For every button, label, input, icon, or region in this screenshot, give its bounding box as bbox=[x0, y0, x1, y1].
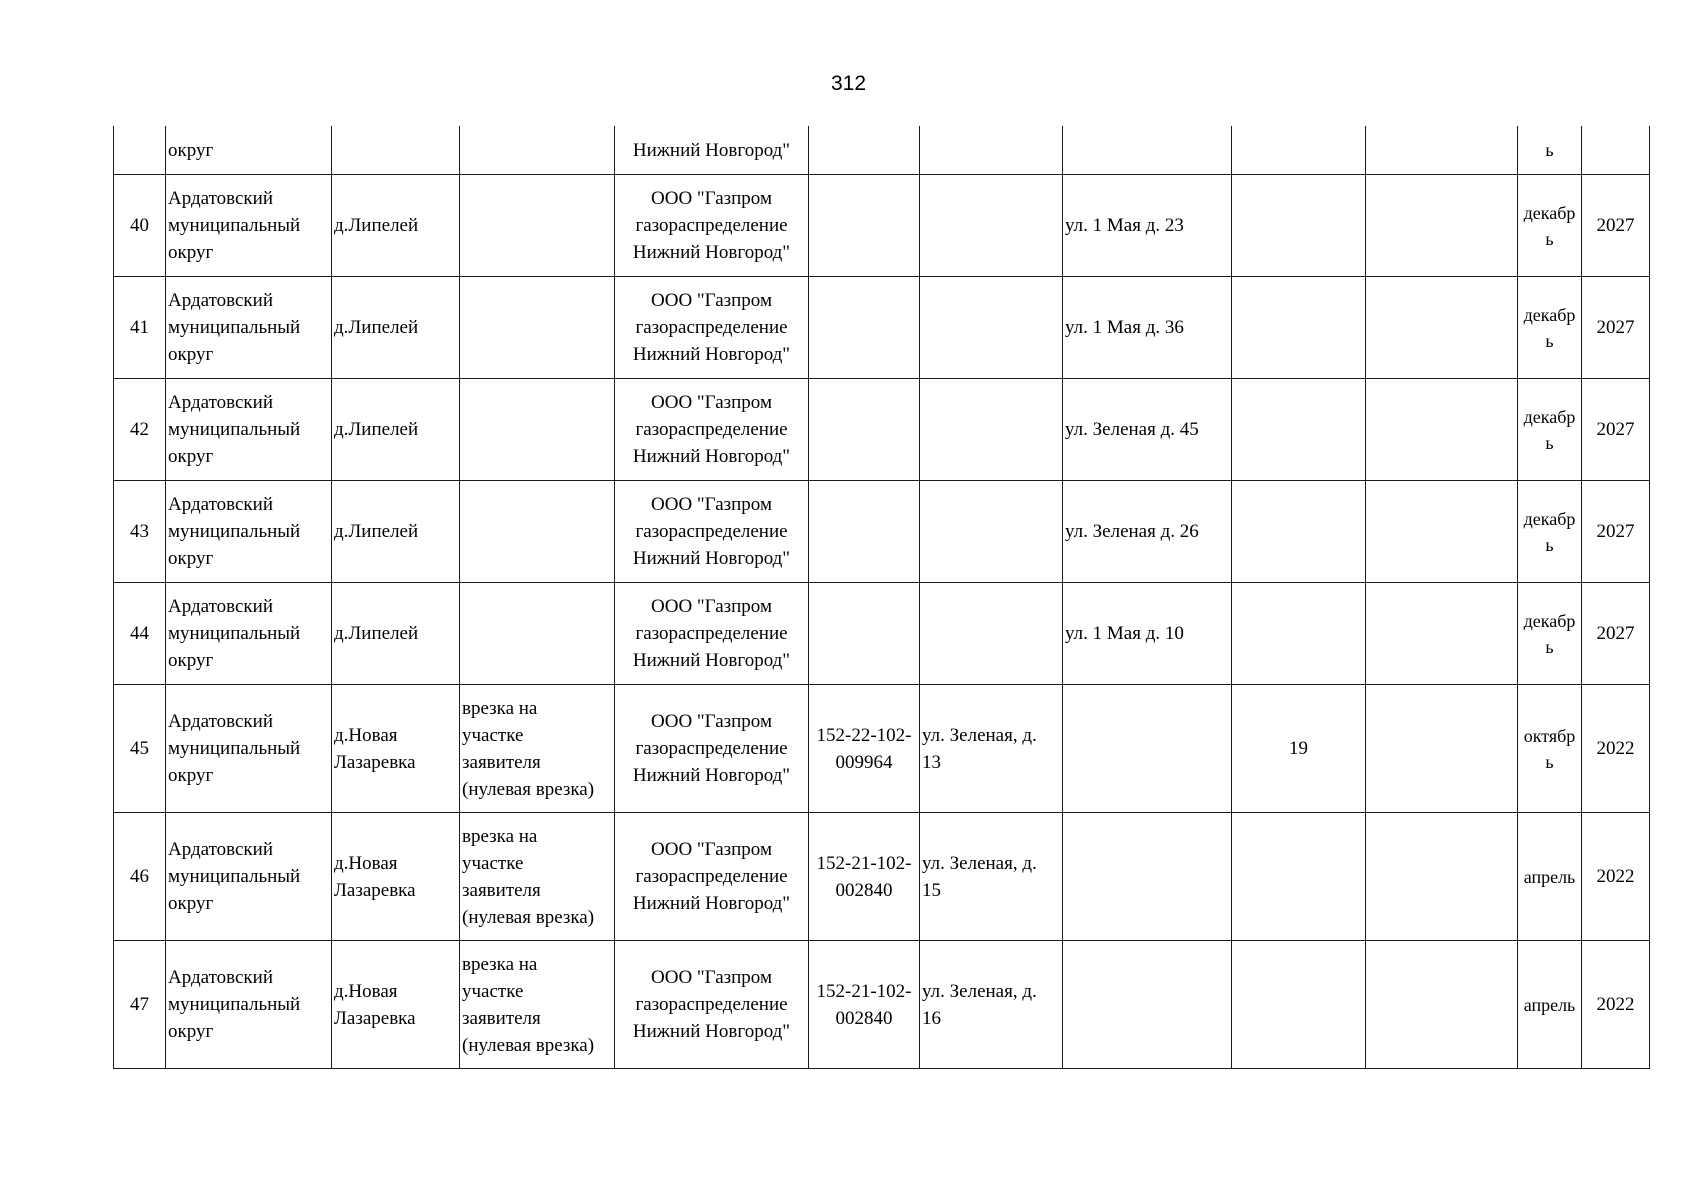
cell-district: Ардатовский муниципальный округ bbox=[166, 175, 332, 277]
cell-address-b: ул. Зеленая д. 26 bbox=[1063, 481, 1232, 583]
table-row bbox=[114, 481, 1650, 583]
cell-connection bbox=[460, 379, 615, 481]
cell-district: Ардатовский муниципальный округ bbox=[166, 813, 332, 941]
cell-address-b: ул. Зеленая д. 45 bbox=[1063, 379, 1232, 481]
cell-num: 45 bbox=[114, 685, 166, 813]
cell-value bbox=[1232, 941, 1366, 1069]
cell-month: апрель bbox=[1518, 813, 1582, 941]
cell-connection bbox=[460, 175, 615, 277]
table-row bbox=[114, 941, 1650, 1069]
cell-month: декабр ь bbox=[1518, 379, 1582, 481]
page-number: 312 bbox=[830, 72, 867, 95]
cell-address-b bbox=[1063, 813, 1232, 941]
cell-settlement: д.Липелей bbox=[332, 379, 460, 481]
cell-code bbox=[809, 277, 920, 379]
cell-code bbox=[809, 583, 920, 685]
records-table bbox=[113, 126, 1650, 1069]
cell-code: 152-21-102- 002840 bbox=[809, 941, 920, 1069]
cell-extra bbox=[1366, 126, 1518, 175]
cell-settlement: д.Новая Лазаревка bbox=[332, 813, 460, 941]
cell-value bbox=[1232, 813, 1366, 941]
cell-district: Ардатовский муниципальный округ bbox=[166, 583, 332, 685]
table-body bbox=[114, 126, 1650, 1069]
cell-code: 152-21-102- 002840 bbox=[809, 813, 920, 941]
cell-address-b: ул. 1 Мая д. 36 bbox=[1063, 277, 1232, 379]
cell-code: 152-22-102- 009964 bbox=[809, 685, 920, 813]
cell-year: 2022 bbox=[1582, 941, 1650, 1069]
cell-code bbox=[809, 175, 920, 277]
cell-district: Ардатовский муниципальный округ bbox=[166, 277, 332, 379]
cell-extra bbox=[1366, 175, 1518, 277]
cell-address-b bbox=[1063, 685, 1232, 813]
cell-address-b: ул. 1 Мая д. 10 bbox=[1063, 583, 1232, 685]
cell-code bbox=[809, 481, 920, 583]
cell-organization: ООО "Газпром газораспределение Нижний Новгород" bbox=[615, 685, 809, 813]
cell-num: 42 bbox=[114, 379, 166, 481]
table-row bbox=[114, 379, 1650, 481]
table-row bbox=[114, 277, 1650, 379]
cell-address-a bbox=[920, 481, 1063, 583]
cell-settlement: д.Липелей bbox=[332, 175, 460, 277]
cell-code bbox=[809, 126, 920, 175]
cell-value bbox=[1232, 277, 1366, 379]
cell-year bbox=[1582, 126, 1650, 175]
cell-value bbox=[1232, 379, 1366, 481]
cell-num: 46 bbox=[114, 813, 166, 941]
cell-connection bbox=[460, 277, 615, 379]
cell-connection bbox=[460, 126, 615, 175]
table-row bbox=[114, 583, 1650, 685]
cell-district: округ bbox=[166, 126, 332, 175]
cell-district: Ардатовский муниципальный округ bbox=[166, 685, 332, 813]
cell-value bbox=[1232, 583, 1366, 685]
table-row bbox=[114, 175, 1650, 277]
cell-num: 47 bbox=[114, 941, 166, 1069]
cell-address-a bbox=[920, 379, 1063, 481]
cell-address-b: ул. 1 Мая д. 23 bbox=[1063, 175, 1232, 277]
cell-settlement: д.Новая Лазаревка bbox=[332, 685, 460, 813]
cell-connection bbox=[460, 481, 615, 583]
cell-settlement: д.Новая Лазаревка bbox=[332, 941, 460, 1069]
cell-value bbox=[1232, 126, 1366, 175]
cell-district: Ардатовский муниципальный округ bbox=[166, 941, 332, 1069]
cell-organization: ООО "Газпром газораспределение Нижний Новгород" bbox=[615, 175, 809, 277]
cell-connection: врезка на участке заявителя (нулевая врезка) bbox=[460, 685, 615, 813]
cell-extra bbox=[1366, 379, 1518, 481]
cell-num: 41 bbox=[114, 277, 166, 379]
cell-organization: ООО "Газпром газораспределение Нижний Новгород" bbox=[615, 379, 809, 481]
cell-extra bbox=[1366, 813, 1518, 941]
table-row bbox=[114, 813, 1650, 941]
cell-connection bbox=[460, 583, 615, 685]
cell-settlement: д.Липелей bbox=[332, 277, 460, 379]
cell-address-a bbox=[920, 583, 1063, 685]
cell-organization: ООО "Газпром газораспределение Нижний Новгород" bbox=[615, 277, 809, 379]
cell-value bbox=[1232, 481, 1366, 583]
cell-month: ь bbox=[1518, 126, 1582, 175]
table-row bbox=[114, 685, 1650, 813]
cell-month: апрель bbox=[1518, 941, 1582, 1069]
cell-organization: ООО "Газпром газораспределение Нижний Новгород" bbox=[615, 481, 809, 583]
cell-value: 19 bbox=[1232, 685, 1366, 813]
cell-organization: ООО "Газпром газораспределение Нижний Новгород" bbox=[615, 941, 809, 1069]
cell-address-a: ул. Зеленая, д. 16 bbox=[920, 941, 1063, 1069]
cell-organization: Нижний Новгород" bbox=[615, 126, 809, 175]
cell-organization: ООО "Газпром газораспределение Нижний Новгород" bbox=[615, 583, 809, 685]
cell-address-a bbox=[920, 126, 1063, 175]
cell-address-a bbox=[920, 277, 1063, 379]
cell-month: декабр ь bbox=[1518, 175, 1582, 277]
cell-address-b bbox=[1063, 126, 1232, 175]
cell-year: 2027 bbox=[1582, 583, 1650, 685]
cell-year: 2027 bbox=[1582, 379, 1650, 481]
cell-address-a: ул. Зеленая, д. 13 bbox=[920, 685, 1063, 813]
cell-month: декабр ь bbox=[1518, 277, 1582, 379]
cell-organization: ООО "Газпром газораспределение Нижний Новгород" bbox=[615, 813, 809, 941]
cell-month: октябр ь bbox=[1518, 685, 1582, 813]
cell-address-b bbox=[1063, 941, 1232, 1069]
cell-year: 2027 bbox=[1582, 277, 1650, 379]
cell-value bbox=[1232, 175, 1366, 277]
cell-year: 2027 bbox=[1582, 175, 1650, 277]
cell-address-a bbox=[920, 175, 1063, 277]
cell-year: 2027 bbox=[1582, 481, 1650, 583]
cell-num: 43 bbox=[114, 481, 166, 583]
cell-num bbox=[114, 126, 166, 175]
cell-year: 2022 bbox=[1582, 813, 1650, 941]
cell-num: 40 bbox=[114, 175, 166, 277]
cell-extra bbox=[1366, 941, 1518, 1069]
table-row-continuation bbox=[114, 126, 1650, 175]
cell-connection: врезка на участке заявителя (нулевая врезка) bbox=[460, 941, 615, 1069]
cell-code bbox=[809, 379, 920, 481]
cell-connection: врезка на участке заявителя (нулевая врезка) bbox=[460, 813, 615, 941]
cell-month: декабр ь bbox=[1518, 583, 1582, 685]
cell-district: Ардатовский муниципальный округ bbox=[166, 481, 332, 583]
cell-extra bbox=[1366, 685, 1518, 813]
cell-district: Ардатовский муниципальный округ bbox=[166, 379, 332, 481]
cell-year: 2022 bbox=[1582, 685, 1650, 813]
cell-extra bbox=[1366, 481, 1518, 583]
cell-settlement: д.Липелей bbox=[332, 583, 460, 685]
cell-month: декабр ь bbox=[1518, 481, 1582, 583]
cell-extra bbox=[1366, 583, 1518, 685]
cell-settlement bbox=[332, 126, 460, 175]
cell-extra bbox=[1366, 277, 1518, 379]
cell-address-a: ул. Зеленая, д. 15 bbox=[920, 813, 1063, 941]
cell-num: 44 bbox=[114, 583, 166, 685]
cell-settlement: д.Липелей bbox=[332, 481, 460, 583]
